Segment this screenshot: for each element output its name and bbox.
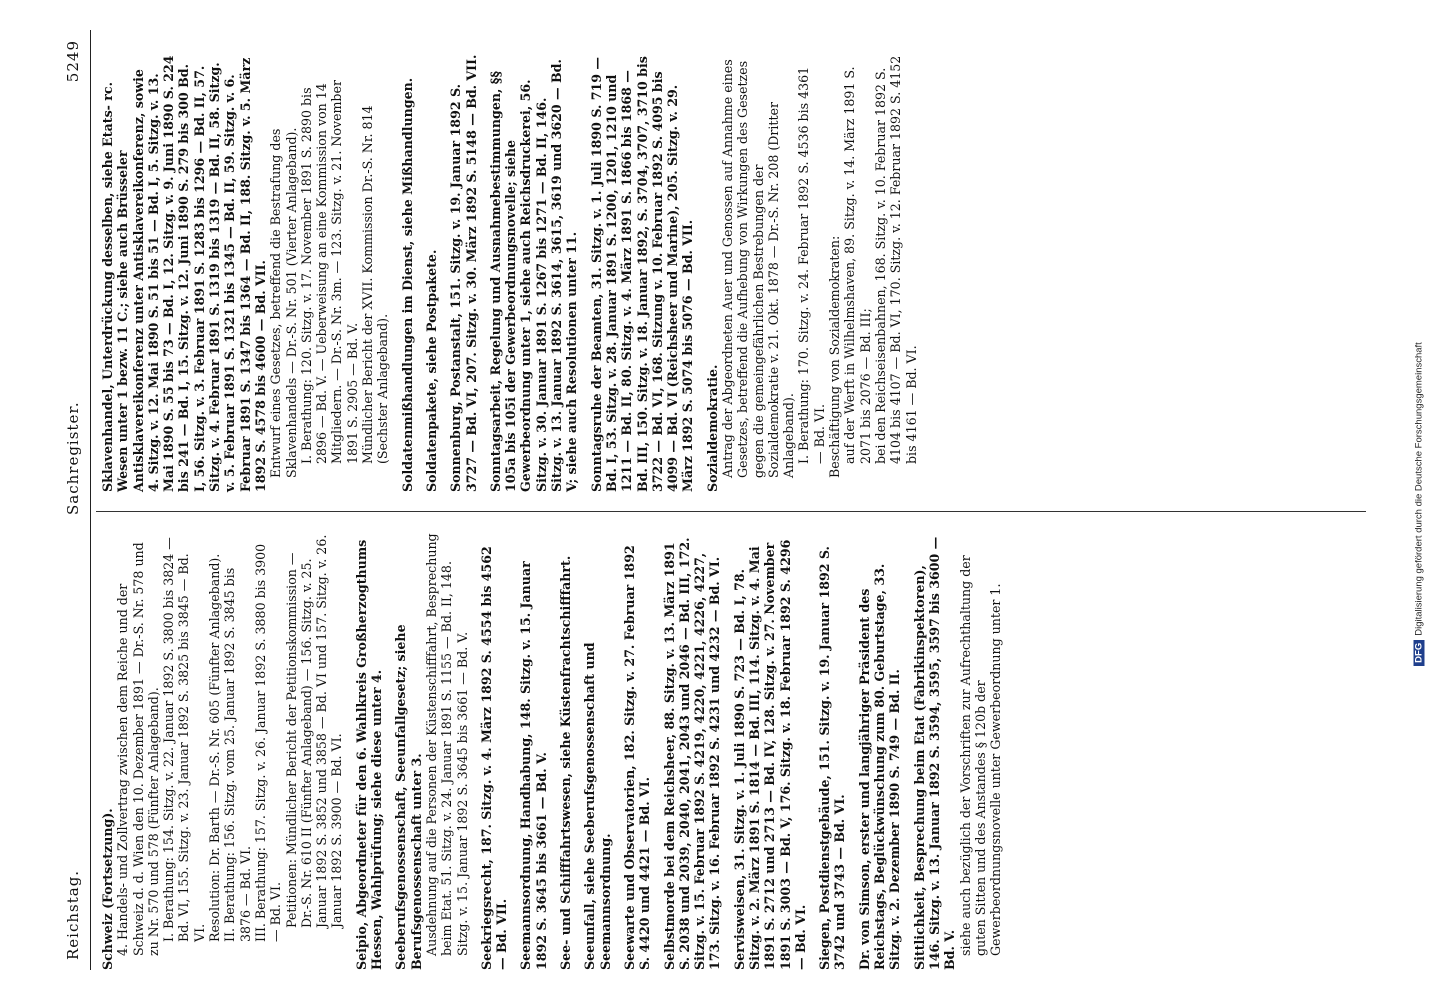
register-entry — [817, 532, 848, 970]
register-entry — [705, 54, 919, 492]
entry-line: Ausdehnung auf die Personen der Küstenschifffahrt, Besprechung beim Etat. 51. Sitzg. v. 24. Januar 1891 S. 1155 — Bd. II, 148. Sitzg. v. 15. Januar 1892 S. 3645 bis 3661 — Bd. V. — [423, 533, 470, 956]
page-header — [56, 30, 90, 970]
running-head-left: Reichstag. — [64, 869, 82, 960]
entry-line: Beschäftigung von Sozialdemokraten: — [827, 235, 843, 478]
entry-line: III. Berathung: 157. Sitzg. v. 26. Januar 1892 S. 3880 bis 3900 — Bd. VI. — [252, 543, 284, 942]
entry-head: Sonntagsruhe der Beamten, 31. Sitzg. v. 1. Juli 1890 S. 719 — Bd. I, 53. Sitzg. v. 28. Januar 1891 S. 1200, 1201, 1210 und 1211 — Bd. II, 80. Sitzg. v. 4. März 1891 S. 1866 bis 1868 — Bd. III, 150. Sitzg. v. 18. Januar 1892, S. 3704, 3707, 3710 bis 3722 — Bd. VI, 168. Sitzung v. 10. Februar 1892 S. 4095 bis 4099 — Bd. VI (Reichsheer und Marine), 205. Sitzg. v. 29. März 1892 S. 5074 bis 5076 — Bd. VII. — [588, 56, 696, 492]
entry-head: Servisweisen, 31. Sitzg. v. 1. Juli 1890 S. 723 — Bd. I, 78. Sitzg. v. 2. März 1891 S. 1814 — Bd. III, 114. Sitzg. v. 4. Mai 1891 S. 2712 und 2713 — Bd. IV, 128. Sitzg. v. 27. November 1891 S. 3003 — Bd. V, 176. Sitzg. v. 18. Februar 1892 S. 4296 — Bd. VI. — [731, 539, 808, 970]
entry-head: Sonntagsarbeit, Regelung und Ausnahmebestimmungen, §§ 105a bis 105i der Gewerbeordnungsnovelle; siehe Gewerbeordnung unter 1, siehe auch Reichsdruckerei, 56. Sitzg. v. 30. Januar 1891 S. 1267 bis 1271 — Bd. II, 146. Sitzg. v. 13. Januar 1892 S. 3614, 3615, 3619 und 3620 — Bd. V; siehe auch Resolutionen unter 11. — [487, 59, 580, 492]
register-entry — [354, 532, 385, 970]
register-entry — [662, 532, 723, 970]
entry-head: Seeberufsgenossenschaft, Seeunfallgesetz; siehe Berufsgenossenschaft unter 3. — [393, 624, 424, 970]
entry-head: Seekriegsrecht, 187. Sitzg. v. 4. März 1892 S. 4554 bis 4562 — Bd. VII. — [478, 546, 510, 970]
register-entry — [582, 532, 613, 970]
entry-head: Sonnenburg, Postanstalt, 151. Sitzg. v. 19. Januar 1892 S. 3727 — Bd. VI, 207. Sitzg. v. 30. März 1892 S. 5148 — Bd. VII. — [448, 54, 479, 492]
entry-head: Soldatenpakete, siehe Postpakete. — [423, 249, 439, 492]
entry-head: Selbstmorde bei dem Reichsheer, 88. Sitzg. v. 13. März 1891 S. 2038 und 2039, 2040, 2041, 2043 und 2046 — Bd. III, 172. Sitzg. v. 15. Februar 1892 S. 4219, 4220, 4221, 4226, 4227, 173. Sitzg. v. 16. Februar 1892 S. 4231 und 4232 — Bd. VI. — [661, 537, 723, 970]
entry-line: Mündlicher Bericht der XVII. Kommission Dr.-S. Nr. 814 (Sechster Anlageband). — [360, 105, 391, 464]
page-number: 5249 — [64, 40, 82, 83]
header-rule — [90, 30, 91, 970]
entry-line: I. Berathung: 154. Sitzg. v. 22. Januar 1892 S. 3800 bis 3824 — Bd. VI, 155. Sitzg. v. 23. Januar 1892 S. 3825 bis 3845 — Bd. VI. — [161, 537, 207, 942]
entry-line: siehe auch bezüglich der Vorschriften zur Aufrechthaltung der guten Sitten und des Anstandes § 120b der Gewerbeordnungsnovelle unter Gewerbeordnung unter 1. — [957, 555, 1004, 956]
entry-line: Entwurf eines Gesetzes, betreffend die Bestrafung des Sklavenhandels — Dr.-S. Nr. 501 (Vierter Anlageband). — [268, 127, 299, 478]
register-entry — [857, 532, 903, 970]
register-entry — [518, 532, 549, 970]
entry-line: bei den Reichseisenbahnen, 168. Sitzg. v. 10. Februar 1892 S. 4104 bis 4107 — Bd. VI, 170. Sitzg. v. 12. Februar 1892 S. 4152 bis 4161 — Bd. VI. — [872, 55, 919, 464]
entry-line: 4. Handels- und Zollvertrag zwischen dem Reiche und der Schweiz d. d. Wien den 10. Dezember 1891 — Dr.-S. Nr. 578 und zu Nr. 570 und 578 (Fünfter Anlageband). — [115, 542, 161, 956]
running-head-center: Sachregister. — [64, 401, 82, 515]
entry-head: Sklavenhandel, Unterdrückung desselben, siehe Etats- rc. Wesen unter 1 bezw. 11 C.; siehe auch Brüsseler Antisklavereikonferenz unter Antisklavereikonferenz, sowie 4. Sitzg. v. 12. Mai 1890 S. 51 bis 51 — Bd. I, 5. Sitzg. v. 13. Mai 1890 S. 55 bis 73 — Bd. I, 12. Sitzg. v. 9. Juni 1890 S. 224 bis 241 — Bd. I, 15. Sitzg. v. 12. Juni 1890 S. 279 bis 300 Bd. I, 56. Sitzg. v. 3. Februar 1891 S. 1283 bis 1296 — Bd. II, 57. Sitzg. v. 4. Februar 1891 S. 1319 bis 1319 — Bd. II, 58. Sitzg. v. 5. Februar 1891 S. 1321 bis 1345 — Bd. II, 59. Sitzg. v. 6. Februar 1891 S. 1347 bis 1364 — Bd. II, 188. Sitzg. v. 5. März 1892 S. 4578 bis 4600 — Bd. VII. — [100, 55, 268, 492]
register-page — [56, 30, 1376, 970]
register-entry — [400, 54, 415, 492]
entry-line: II. Berathung: 156. Sitzg. vom 25. Januar 1892 S. 3845 bis 3876 — Bd. VI. — [222, 567, 253, 942]
entry-line: I. Berathung: 120. Sitzg. v. 17. November 1891 S. 2890 bis 2896 — Bd. V. — Ueberweisung an eine Kommission von 14 Mitgliedern. — Dr.-S. Nr. 3m. — 123. Sitzg. v. 21. November 1891 S. 2905 — Bd. V. — [298, 80, 360, 464]
entry-head: Seemannsordnung, Handhabung, 148. Sitzg. v. 15. Januar 1892 S. 3645 bis 3661 — Bd. V. — [518, 561, 549, 970]
right-column — [100, 54, 928, 492]
register-entry — [424, 54, 439, 492]
register-entry — [448, 54, 479, 492]
register-entry — [558, 532, 573, 970]
left-column — [100, 532, 1012, 970]
register-entry — [100, 532, 345, 970]
entry-line: Petitionen: Mündlicher Bericht der Petitionskommission — Dr.-S. Nr. 610 II (Fünfter Anlageband) — 156. Sitzg. v. 25. Januar 1892 S. 3852 und 3858 — Bd. VI und 157. Sitzg. v. 26. Januar 1892 S. 3900 — Bd. VI. — [283, 534, 345, 928]
register-entry — [589, 54, 696, 492]
digitization-credit — [1408, 8, 1430, 1000]
entry-head: Soldatenmißhandlungen im Dienst, siehe Mißhandlungen. — [399, 77, 415, 492]
register-entry — [100, 54, 391, 492]
register-entry — [622, 532, 653, 970]
column-divider — [96, 511, 1366, 512]
entry-head: Siegen, Postdienstgebäude, 151. Sitzg. v. 19. Januar 1892 S. 3742 und 3743 — Bd. VI. — [817, 546, 848, 970]
entry-line: Resolution: Dr. Barth — Dr.-S. Nr. 605 (Fünfter Anlageband). — [207, 553, 223, 942]
entry-head: Dr. von Simson, erster und langjähriger Präsident des Reichstags, Beglückwünschung zum 80. Geburtstage, 33. Sitzg. v. 2. Dezember 1890 S. 749 — Bd. II. — [856, 563, 903, 970]
entry-line: Antrag der Abgeordneten Auer und Genossen auf Annahme eines Gesetzes, betreffend die Aufhebung von Wirkungen des Gesetzes gegen die gemeingefährlichen Bestrebungen der Sozialdemokratie v. 21. Okt. 1878 — Dr.-S. Nr. 208 (Dritter Anlageband). — [719, 59, 797, 478]
register-entry — [479, 532, 510, 970]
register-entry — [732, 532, 808, 970]
entry-head: Sittlichkeit, Besprechung beim Etat (Fabrikinspektoren), 146. Sitzg. v. 13. Januar 1892 S. 3594, 3595, 3597 bis 3600 — Bd. V. — [911, 536, 958, 970]
entry-head: Seipio, Abgeordneter für den 6. Wahlkreis Großherzogthums Hessen, Wahlprüfung; siehe diese unter 4. — [353, 539, 385, 970]
entry-head: Seewarte und Observatorien, 182. Sitzg. v. 27. Februar 1892 S. 4420 und 4421 — Bd. VI. — [621, 545, 653, 970]
dfg-logo: DFG — [1414, 640, 1425, 666]
register-entry — [488, 54, 580, 492]
entry-head: Schweiz (Fortsetzung). — [100, 808, 115, 970]
entry-head: Seeunfall, siehe Seeberufsgenossenschaft und Seemannsordnung. — [582, 642, 613, 970]
register-entry — [393, 532, 469, 970]
credit-text: Digitalisierung gefördert durch die Deutsche Forschungsgemeinschaft — [1413, 342, 1425, 636]
entry-line: I. Berathung: 170. Sitzg. v. 24. Februar 1892 S. 4536 bis 4361 — Bd. VI. — [796, 66, 827, 464]
entry-line: auf der Werft in Wilhelmshaven, 89. Sitzg. v. 14. März 1891 S. 2071 bis 2076 — Bd. III; — [842, 66, 873, 464]
entry-head: See- und Schifffahrtswesen, siehe Küstenfrachtschifffahrt. — [558, 555, 574, 970]
register-entry — [912, 532, 1004, 970]
entry-head: Sozialdemokratie. — [704, 364, 720, 492]
